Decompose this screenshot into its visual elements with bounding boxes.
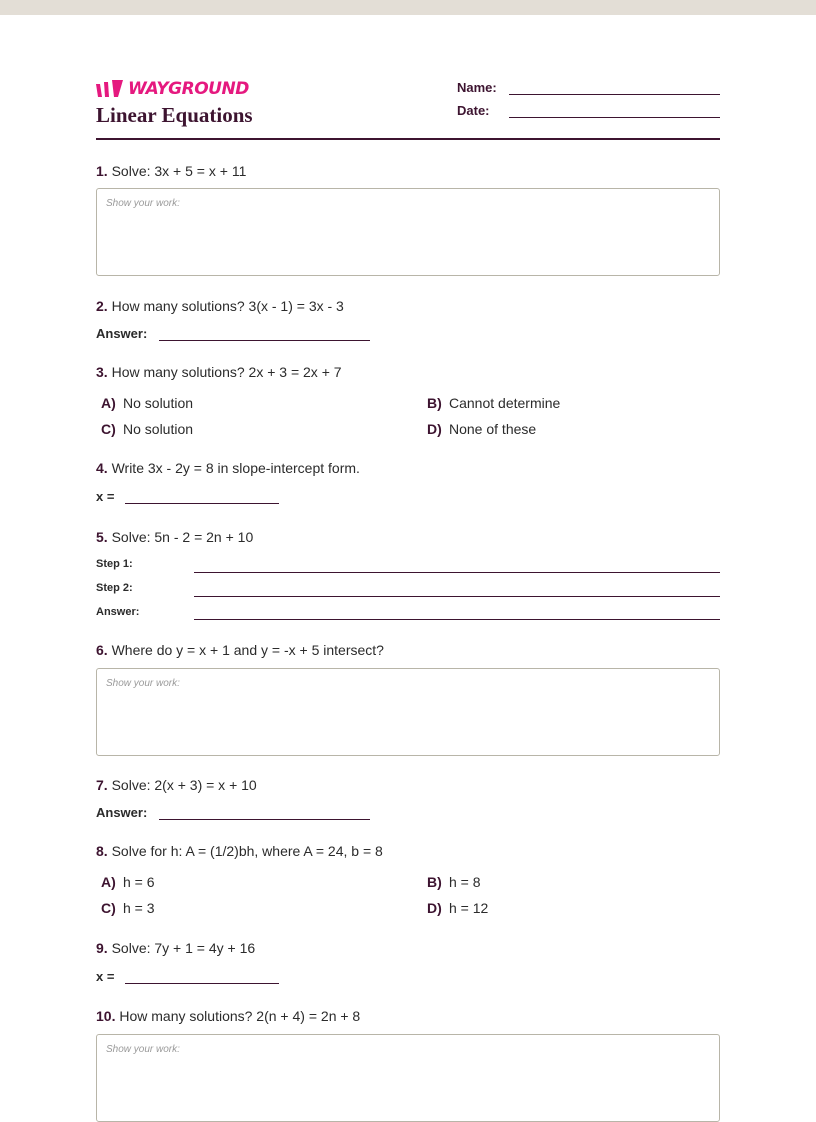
choice-letter: A)	[101, 395, 116, 411]
step-2-label: Step 2:	[96, 582, 133, 594]
question-number: 9.	[96, 940, 108, 956]
choice-letter: A)	[101, 874, 116, 890]
step-answer-label: Answer:	[96, 606, 140, 618]
choice-text: No solution	[123, 395, 194, 411]
question-number: 2.	[96, 298, 108, 314]
work-box-6[interactable]	[96, 668, 720, 756]
question-10	[96, 1008, 360, 1024]
date-label: Date:	[457, 103, 490, 118]
step-2-line[interactable]	[194, 596, 720, 597]
choice-text: Cannot determine	[449, 395, 561, 411]
name-field[interactable]	[457, 77, 720, 95]
answer-row-9	[96, 969, 279, 984]
choice-b[interactable]	[427, 395, 560, 411]
choice-letter: D)	[427, 900, 442, 916]
question-text: Solve: 5n - 2 = 2n + 10	[111, 529, 254, 545]
answer-label: Answer:	[96, 326, 148, 341]
work-hint: Show your work:	[106, 1044, 180, 1055]
choice-b[interactable]	[427, 874, 481, 890]
question-1	[96, 163, 246, 179]
question-text: Solve: 2(x + 3) = x + 10	[111, 777, 257, 793]
answer-label: x =	[96, 969, 115, 984]
date-line[interactable]	[509, 103, 720, 118]
choice-letter: D)	[427, 421, 442, 437]
question-text: Solve: 3x + 5 = x + 11	[111, 163, 247, 179]
question-text: How many solutions? 2x + 3 = 2x + 7	[111, 364, 342, 380]
choice-d[interactable]	[427, 421, 536, 437]
question-text: Solve for h: A = (1/2)bh, where A = 24, b = 8	[111, 843, 383, 859]
header-divider	[96, 138, 720, 140]
question-6	[96, 642, 384, 658]
choice-letter: C)	[101, 421, 116, 437]
question-3	[96, 364, 342, 380]
answer-row-4	[96, 489, 279, 504]
name-line[interactable]	[509, 80, 720, 95]
choice-text: h = 8	[449, 874, 481, 890]
choice-letter: C)	[101, 900, 116, 916]
answer-row-7	[96, 805, 370, 820]
answer-line[interactable]	[125, 489, 279, 504]
choice-a[interactable]	[101, 395, 193, 411]
question-text: Write 3x - 2y = 8 in slope-intercept form.	[111, 460, 360, 476]
question-text: Solve: 7y + 1 = 4y + 16	[111, 940, 256, 956]
question-number: 1.	[96, 163, 108, 179]
logo-text: WAYGROUND	[128, 79, 249, 99]
question-8	[96, 843, 383, 859]
answer-row-2	[96, 326, 370, 341]
work-hint: Show your work:	[106, 198, 180, 209]
question-2	[96, 298, 344, 314]
worksheet-page	[96, 0, 720, 1056]
wayground-logo-icon	[96, 80, 124, 98]
answer-label: Answer:	[96, 805, 148, 820]
work-hint: Show your work:	[106, 678, 180, 689]
answer-label: x =	[96, 489, 115, 504]
question-9	[96, 940, 255, 956]
choice-letter: B)	[427, 395, 442, 411]
answer-line[interactable]	[159, 805, 370, 820]
page-title: Linear Equations	[96, 103, 253, 127]
choice-text: h = 6	[123, 874, 155, 890]
choice-text: h = 12	[449, 900, 489, 916]
question-number: 7.	[96, 777, 108, 793]
choice-c[interactable]	[101, 900, 155, 916]
question-number: 5.	[96, 529, 108, 545]
step-1-label: Step 1:	[96, 558, 133, 570]
choice-text: No solution	[123, 421, 194, 437]
answer-line[interactable]	[159, 326, 370, 341]
question-number: 6.	[96, 642, 108, 658]
choice-a[interactable]	[101, 874, 155, 890]
question-number: 3.	[96, 364, 108, 380]
question-number: 4.	[96, 460, 108, 476]
question-5	[96, 529, 253, 545]
choice-text: h = 3	[123, 900, 155, 916]
question-number: 8.	[96, 843, 108, 859]
name-label: Name:	[457, 80, 497, 95]
question-text: How many solutions? 3(x - 1) = 3x - 3	[111, 298, 344, 314]
question-text: How many solutions? 2(n + 4) = 2n + 8	[119, 1008, 361, 1024]
choice-letter: B)	[427, 874, 442, 890]
question-text: Where do y = x + 1 and y = -x + 5 intersect?	[111, 642, 384, 658]
wayground-logo	[96, 79, 249, 99]
question-4	[96, 460, 360, 476]
question-7	[96, 777, 257, 793]
step-1-line[interactable]	[194, 572, 720, 573]
choice-c[interactable]	[101, 421, 193, 437]
work-box-10[interactable]	[96, 1034, 720, 1122]
question-number: 10.	[96, 1008, 116, 1024]
choice-text: None of these	[449, 421, 537, 437]
choice-d[interactable]	[427, 900, 488, 916]
date-field[interactable]	[457, 100, 720, 118]
step-answer-line[interactable]	[194, 619, 720, 620]
answer-line[interactable]	[125, 969, 279, 984]
work-box-1[interactable]	[96, 188, 720, 276]
